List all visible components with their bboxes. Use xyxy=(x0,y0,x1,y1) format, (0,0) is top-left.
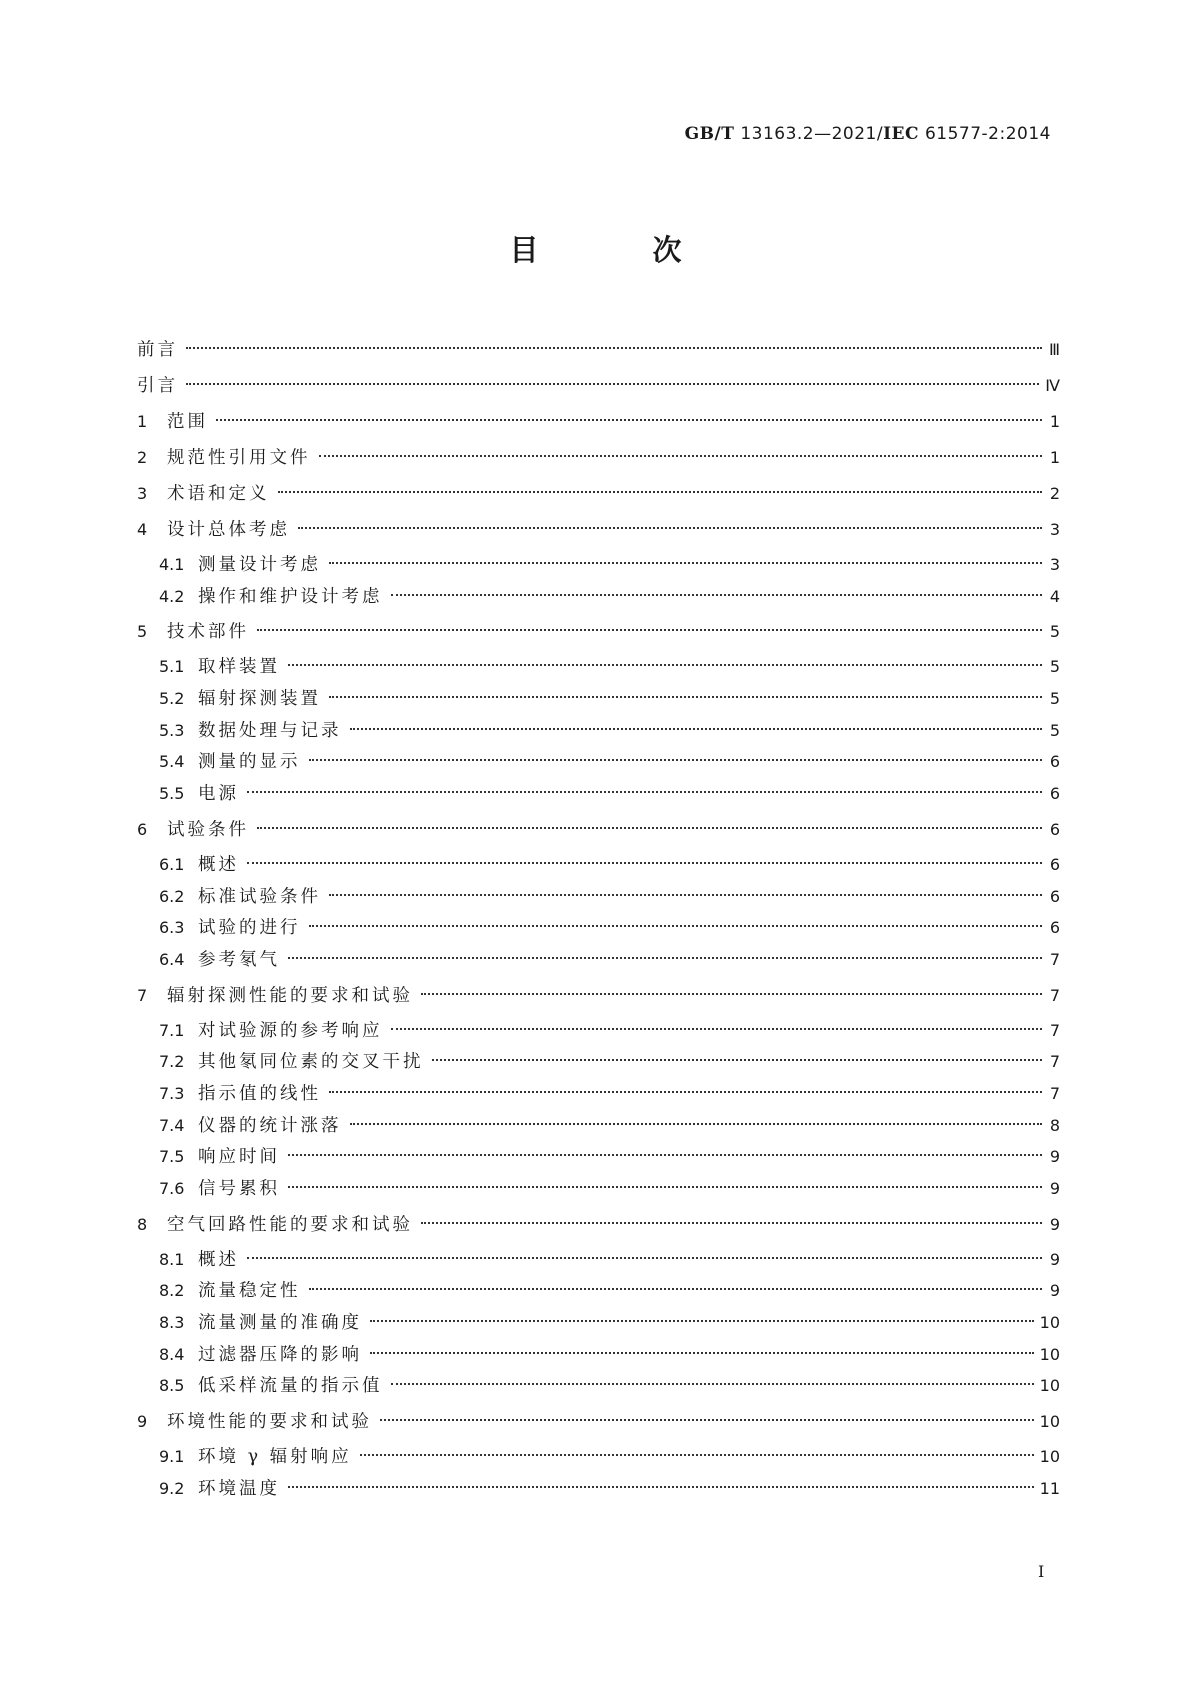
toc-entry-label: 其他氡同位素的交叉干扰 xyxy=(198,1052,424,1073)
toc-entry[interactable] xyxy=(137,1244,1060,1276)
toc-entry-number: 5.3 xyxy=(159,720,185,740)
toc-entry-label: 引言 xyxy=(137,376,178,396)
standard-code: GB/T xyxy=(684,124,735,144)
toc-entry-label: 设计总体考虑 xyxy=(167,520,290,540)
toc-entry-number: 6.1 xyxy=(159,854,185,874)
page-number: I xyxy=(1038,1562,1045,1581)
toc-entry[interactable] xyxy=(137,1015,1060,1047)
dot-leader xyxy=(380,1419,1034,1421)
toc-entry-label: 仪器的统计涨落 xyxy=(198,1115,342,1136)
toc-entry-number: 4 xyxy=(137,520,148,539)
dot-leader xyxy=(278,491,1043,493)
toc-entry-label: 试验条件 xyxy=(167,819,249,840)
dot-leader xyxy=(329,562,1042,564)
toc-entry-page: 10 xyxy=(1039,1313,1060,1333)
toc-entry-number: 7.5 xyxy=(159,1147,185,1167)
toc-entry[interactable] xyxy=(137,442,1060,474)
toc-entry-page: 6 xyxy=(1049,918,1060,938)
toc-entry-label: 流量测量的准确度 xyxy=(198,1313,362,1334)
toc-entry[interactable] xyxy=(137,1473,1060,1505)
toc-entry-number: 7.2 xyxy=(159,1052,185,1072)
toc-entry[interactable] xyxy=(137,849,1060,881)
dot-leader xyxy=(247,791,1042,793)
toc-entry-number: 9.1 xyxy=(159,1447,185,1467)
toc-entry-number: 8.5 xyxy=(159,1376,185,1396)
toc-entry-page: 7 xyxy=(1049,949,1060,969)
toc-entry-page: 9 xyxy=(1049,1179,1060,1198)
toc-entry[interactable] xyxy=(137,1046,1060,1078)
toc-entry[interactable] xyxy=(137,1275,1060,1307)
toc-entry-label: 术语和定义 xyxy=(167,484,270,504)
toc-entry[interactable] xyxy=(137,581,1060,613)
toc-entry-label: 数据处理与记录 xyxy=(198,720,342,741)
dot-leader xyxy=(350,728,1043,730)
toc-entry-number: 7.3 xyxy=(159,1083,185,1103)
toc-entry-page: 4 xyxy=(1049,586,1060,606)
toc-entry-page: 5 xyxy=(1049,657,1060,677)
toc-entry-label: 指示值的线性 xyxy=(198,1083,321,1104)
toc-entry-label: 电源 xyxy=(198,784,239,805)
toc-entry-number: 4.2 xyxy=(159,586,185,606)
toc-entry-number: 3 xyxy=(137,484,148,503)
toc-entry[interactable] xyxy=(137,1307,1060,1339)
iec-number: 61577-2:2014 xyxy=(924,124,1051,144)
toc-entry-page: 5 xyxy=(1049,689,1060,709)
toc-entry-page: 10 xyxy=(1039,1412,1060,1432)
dot-leader xyxy=(329,696,1042,698)
toc-entry-number: 7.1 xyxy=(159,1020,185,1040)
toc-entry-number: 9.2 xyxy=(159,1478,185,1498)
dot-leader xyxy=(350,1123,1043,1125)
dot-leader xyxy=(257,827,1042,829)
toc-entry-page: 9 xyxy=(1049,1147,1060,1167)
toc-entry-page: 7 xyxy=(1049,985,1060,1005)
dot-leader xyxy=(309,759,1043,761)
toc-entry[interactable] xyxy=(137,912,1060,944)
toc-entry-number: 7.6 xyxy=(159,1179,185,1198)
dot-leader xyxy=(247,862,1042,864)
toc-entry-page: 6 xyxy=(1049,886,1060,906)
toc-entry-page: 11 xyxy=(1039,1478,1060,1498)
dot-leader xyxy=(216,419,1042,421)
standard-number xyxy=(685,124,1051,144)
toc-entry[interactable] xyxy=(137,715,1060,747)
dot-leader xyxy=(421,993,1042,995)
dot-leader xyxy=(288,664,1042,666)
toc-entry-number: 6.2 xyxy=(159,886,185,906)
toc-entry-page: 9 xyxy=(1049,1214,1060,1234)
toc-entry-label: 范围 xyxy=(167,412,208,432)
toc-entry-label: 前言 xyxy=(137,340,178,360)
toc-entry-label: 低采样流量的指示值 xyxy=(198,1376,383,1397)
dot-leader xyxy=(288,1186,1042,1188)
toc-entry-page: 3 xyxy=(1049,520,1060,539)
dot-leader xyxy=(391,1028,1043,1030)
toc-entry[interactable] xyxy=(137,651,1060,683)
toc-entry-page: 10 xyxy=(1039,1376,1060,1396)
toc-entry-page: 6 xyxy=(1049,819,1060,839)
toc-entry-page: 5 xyxy=(1049,720,1060,740)
dot-leader xyxy=(360,1454,1034,1456)
toc-entry-label: 试验的进行 xyxy=(198,918,301,939)
dot-leader xyxy=(421,1222,1042,1224)
toc-entry-number: 1 xyxy=(137,412,148,431)
iec-code: IEC xyxy=(883,124,920,144)
table-of-contents xyxy=(137,334,1060,1505)
toc-entry-number: 7.4 xyxy=(159,1115,185,1135)
toc-entry-label: 响应时间 xyxy=(198,1147,280,1168)
toc-entry-label: 流量稳定性 xyxy=(198,1281,301,1302)
dot-leader xyxy=(288,957,1042,959)
toc-entry-label: 概述 xyxy=(198,1249,239,1270)
toc-entry[interactable] xyxy=(137,1406,1060,1438)
toc-entry-label: 取样装置 xyxy=(198,657,280,678)
toc-entry-label: 参考氡气 xyxy=(198,949,280,970)
dot-leader xyxy=(309,925,1043,927)
toc-entry[interactable] xyxy=(137,746,1060,778)
toc-entry[interactable] xyxy=(137,1370,1060,1402)
toc-entry-page: 6 xyxy=(1049,784,1060,804)
toc-entry-page: 2 xyxy=(1049,484,1060,503)
toc-entry[interactable] xyxy=(137,778,1060,810)
dot-leader xyxy=(319,455,1043,457)
dot-leader xyxy=(391,594,1043,596)
toc-entry[interactable] xyxy=(137,1339,1060,1371)
toc-entry-page: 5 xyxy=(1049,622,1060,642)
toc-entry[interactable] xyxy=(137,683,1060,715)
toc-entry-number: 6.4 xyxy=(159,949,185,969)
toc-entry-page: 10 xyxy=(1039,1344,1060,1364)
toc-entry-page: 7 xyxy=(1049,1052,1060,1072)
dot-leader xyxy=(370,1320,1034,1322)
toc-entry[interactable] xyxy=(137,1209,1060,1241)
toc-entry-label: 辐射探测装置 xyxy=(198,689,321,710)
toc-entry-number: 7 xyxy=(137,985,148,1005)
toc-entry-label: 环境温度 xyxy=(198,1478,280,1499)
toc-entry-label: 过滤器压降的影响 xyxy=(198,1344,362,1365)
toc-entry-label: 测量设计考虑 xyxy=(198,555,321,575)
toc-entry-number: 5.2 xyxy=(159,689,185,709)
toc-entry-label: 空气回路性能的要求和试验 xyxy=(167,1214,413,1235)
toc-entry-number: 8.2 xyxy=(159,1281,185,1301)
toc-entry-label: 环境性能的要求和试验 xyxy=(167,1412,372,1433)
dot-leader xyxy=(432,1059,1043,1061)
toc-entry-number: 8.4 xyxy=(159,1344,185,1364)
toc-entry-page: Ⅳ xyxy=(1045,376,1060,395)
toc-entry-label: 对试验源的参考响应 xyxy=(198,1020,383,1041)
dot-leader xyxy=(186,347,1042,349)
standard-number-rest: 13163.2—2021/ xyxy=(740,124,884,144)
toc-entry[interactable] xyxy=(137,814,1060,846)
toc-entry[interactable] xyxy=(137,1110,1060,1142)
toc-entry-label: 概述 xyxy=(198,854,239,875)
toc-entry[interactable] xyxy=(137,1078,1060,1110)
toc-entry[interactable] xyxy=(137,944,1060,976)
toc-entry-label: 测量的显示 xyxy=(198,752,301,773)
toc-entry-number: 9 xyxy=(137,1412,148,1432)
dot-leader xyxy=(288,1486,1034,1488)
toc-entry[interactable] xyxy=(137,478,1060,510)
toc-entry-page: 10 xyxy=(1039,1447,1060,1467)
toc-entry[interactable] xyxy=(137,370,1060,402)
toc-entry-number: 5.4 xyxy=(159,752,185,772)
dot-leader xyxy=(257,629,1042,631)
toc-entry-number: 8 xyxy=(137,1214,148,1234)
toc-entry[interactable] xyxy=(137,514,1060,546)
toc-entry-number: 5 xyxy=(137,622,148,642)
toc-entry-page: 3 xyxy=(1049,555,1060,574)
dot-leader xyxy=(370,1352,1034,1354)
toc-entry-label: 技术部件 xyxy=(167,622,249,643)
toc-entry-label: 标准试验条件 xyxy=(198,886,321,907)
dot-leader xyxy=(186,383,1039,385)
toc-entry-number: 8.1 xyxy=(159,1249,185,1269)
toc-entry[interactable] xyxy=(137,881,1060,913)
toc-entry-page: 6 xyxy=(1049,854,1060,874)
toc-entry-page: Ⅲ xyxy=(1048,340,1060,359)
toc-entry-page: 7 xyxy=(1049,1083,1060,1103)
toc-entry-page: 6 xyxy=(1049,752,1060,772)
toc-entry[interactable] xyxy=(137,980,1060,1012)
toc-entry-page: 7 xyxy=(1049,1020,1060,1040)
toc-entry-page: 1 xyxy=(1049,412,1060,431)
dot-leader xyxy=(391,1383,1034,1385)
toc-entry[interactable] xyxy=(137,1441,1060,1473)
toc-entry[interactable] xyxy=(137,334,1060,366)
dot-leader xyxy=(298,527,1042,529)
toc-entry[interactable] xyxy=(137,406,1060,438)
toc-entry-label: 操作和维护设计考虑 xyxy=(198,586,383,607)
dot-leader xyxy=(329,894,1042,896)
toc-entry-number: 4.1 xyxy=(159,555,185,574)
dot-leader xyxy=(288,1154,1042,1156)
toc-entry-page: 1 xyxy=(1049,448,1060,467)
toc-entry-page: 8 xyxy=(1049,1115,1060,1135)
toc-entry-page: 9 xyxy=(1049,1281,1060,1301)
toc-entry-number: 6.3 xyxy=(159,918,185,938)
toc-entry-page: 9 xyxy=(1049,1249,1060,1269)
toc-entry[interactable] xyxy=(137,549,1060,581)
toc-entry-number: 2 xyxy=(137,448,148,467)
toc-entry-label: 辐射探测性能的要求和试验 xyxy=(167,985,413,1006)
dot-leader xyxy=(329,1091,1042,1093)
toc-entry[interactable] xyxy=(137,1141,1060,1173)
toc-entry-label: 环境 γ 辐射响应 xyxy=(198,1447,352,1468)
toc-entry-number: 6 xyxy=(137,819,148,839)
toc-entry-number: 5.5 xyxy=(159,784,185,804)
dot-leader xyxy=(309,1288,1043,1290)
toc-entry[interactable] xyxy=(137,1173,1060,1205)
toc-entry[interactable] xyxy=(137,616,1060,648)
page-title: 目 次 xyxy=(509,233,734,267)
toc-entry-number: 5.1 xyxy=(159,657,185,677)
toc-entry-label: 规范性引用文件 xyxy=(167,448,311,468)
toc-entry-number: 8.3 xyxy=(159,1313,185,1333)
dot-leader xyxy=(247,1257,1042,1259)
toc-entry-label: 信号累积 xyxy=(198,1179,280,1199)
